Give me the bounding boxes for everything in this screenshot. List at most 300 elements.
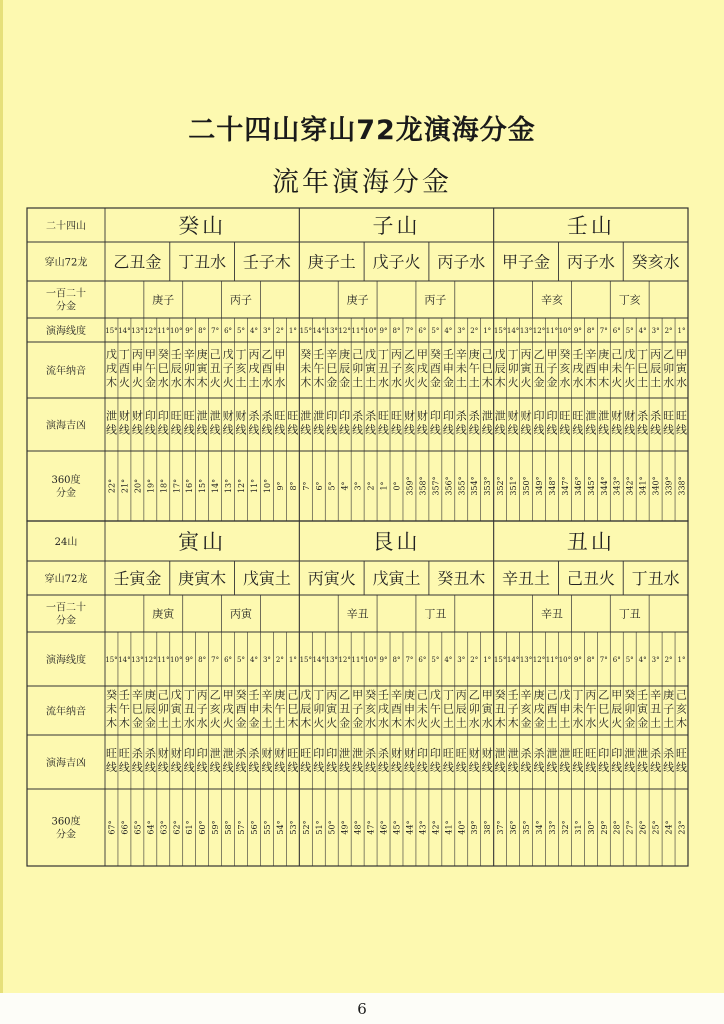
jixiong-cell-char: 旺 bbox=[300, 747, 312, 760]
mountain-name: 癸山 bbox=[178, 214, 227, 238]
nayin-cell-char: 丁 bbox=[183, 688, 195, 702]
jixiong-cell-char: 泄 bbox=[507, 747, 519, 760]
jixiong-cell bbox=[508, 409, 519, 437]
nayin-cell-char: 金 bbox=[637, 716, 649, 730]
jixiong-cell-char: 财 bbox=[403, 409, 415, 423]
degree-cell: 3° bbox=[262, 327, 271, 335]
degree-cell: 11° bbox=[351, 327, 364, 335]
nayin-cell-char: 戊 bbox=[105, 348, 117, 361]
nayin-cell bbox=[274, 348, 285, 389]
nayin-cell bbox=[132, 689, 143, 730]
jixiong-cell-char: 线 bbox=[546, 761, 558, 774]
jixiong-cell-char: 线 bbox=[287, 423, 299, 437]
deg360-cell: 15° bbox=[198, 478, 208, 494]
deg360-cell: 53° bbox=[288, 820, 298, 835]
jixiong-cell-char: 线 bbox=[624, 761, 636, 774]
nayin-cell-char: 戌 bbox=[378, 702, 390, 716]
nayin-cell-char: 金 bbox=[352, 716, 364, 730]
jixiong-cell-char: 泄 bbox=[637, 747, 649, 760]
degree-cell: 10° bbox=[364, 327, 377, 335]
jixiong-cell-char: 旺 bbox=[455, 747, 467, 760]
nayin-cell-char: 木 bbox=[118, 716, 130, 730]
jixiong-cell-char: 线 bbox=[455, 423, 467, 437]
nayin-cell bbox=[676, 689, 687, 730]
jixiong-cell bbox=[676, 747, 687, 774]
degree-cell: 10° bbox=[170, 327, 183, 335]
nayin-cell-char: 甲 bbox=[676, 348, 688, 361]
nayin-cell bbox=[559, 688, 570, 730]
nayin-cell-char: 甲 bbox=[611, 688, 623, 702]
jixiong-cell-char: 线 bbox=[274, 423, 286, 437]
nayin-cell-char: 金 bbox=[339, 376, 351, 389]
deg360-cell: 49° bbox=[340, 820, 350, 835]
nayin-cell-char: 寅 bbox=[326, 702, 338, 716]
nayin-cell-char: 土 bbox=[455, 716, 467, 730]
degree-cell: 9° bbox=[379, 656, 388, 664]
dragon-name: 庚子土 bbox=[307, 252, 356, 272]
nayin-cell bbox=[391, 689, 402, 730]
jixiong-cell bbox=[417, 409, 428, 437]
jixiong-cell-char: 印 bbox=[416, 747, 428, 760]
jixiong-cell-char: 线 bbox=[416, 761, 428, 774]
nayin-cell-char: 己 bbox=[611, 348, 623, 361]
nayin-cell-char: 金 bbox=[235, 716, 247, 730]
row-label: 演海线度 bbox=[46, 326, 86, 337]
nayin-cell-char: 土 bbox=[442, 716, 454, 730]
nayin-cell bbox=[106, 689, 117, 730]
dragon-name: 癸亥水 bbox=[631, 252, 680, 272]
jixiong-cell-char: 财 bbox=[624, 409, 636, 423]
nayin-cell-char: 壬 bbox=[507, 688, 519, 702]
jixiong-cell-char: 财 bbox=[481, 747, 493, 760]
nayin-cell-char: 己 bbox=[481, 348, 493, 361]
deg360-cell: 47° bbox=[366, 820, 376, 835]
deg360-cell: 67° bbox=[107, 820, 117, 835]
jixiong-cell bbox=[534, 747, 545, 774]
nayin-cell-char: 水 bbox=[157, 376, 169, 389]
dragon-name: 辛丑土 bbox=[502, 569, 551, 588]
nayin-cell-char: 卯 bbox=[157, 702, 169, 716]
degree-cell: 4° bbox=[638, 656, 647, 664]
jixiong-cell-char: 线 bbox=[429, 423, 441, 437]
degree-cell: 13° bbox=[131, 327, 144, 335]
nayin-cell-char: 木 bbox=[300, 376, 312, 389]
nayin-cell-char: 亥 bbox=[235, 362, 247, 375]
jixiong-cell-char: 线 bbox=[572, 423, 584, 437]
deg360-cell: 56° bbox=[249, 820, 259, 835]
jixiong-cell-char: 线 bbox=[144, 423, 156, 437]
nayin-cell-char: 癸 bbox=[300, 348, 312, 361]
nayin-cell-char: 未 bbox=[105, 702, 117, 716]
nayin-cell-char: 申 bbox=[403, 702, 415, 716]
jixiong-cell-char: 杀 bbox=[261, 409, 273, 423]
nayin-cell-char: 金 bbox=[520, 716, 532, 730]
nayin-cell-char: 辛 bbox=[326, 348, 338, 361]
jixiong-cell-char: 线 bbox=[313, 423, 325, 437]
jixiong-cell-char: 旺 bbox=[287, 747, 299, 760]
jixiong-cell-char: 旺 bbox=[572, 409, 584, 423]
nayin-cell-char: 甲 bbox=[222, 688, 234, 702]
nayin-cell-char: 壬 bbox=[248, 688, 260, 702]
jixiong-cell bbox=[430, 410, 441, 437]
nayin-cell bbox=[248, 348, 259, 389]
nayin-cell-char: 寅 bbox=[365, 362, 377, 375]
degree-cell: 14° bbox=[506, 656, 520, 664]
degree-cell: 3° bbox=[651, 327, 660, 335]
degree-cell: 1° bbox=[677, 327, 686, 335]
nayin-cell-char: 申 bbox=[559, 702, 571, 716]
degree-cell: 8° bbox=[392, 327, 401, 335]
deg360-cell: 32° bbox=[560, 820, 570, 835]
jixiong-cell-char: 线 bbox=[611, 761, 623, 774]
nayin-cell-char: 乙 bbox=[468, 688, 480, 702]
nayin-cell-char: 金 bbox=[546, 376, 558, 389]
deg360-cell: 11° bbox=[249, 478, 259, 494]
jixiong-cell-char: 线 bbox=[170, 423, 182, 437]
jixiong-cell bbox=[598, 747, 609, 774]
dragon-name: 己丑火 bbox=[566, 569, 615, 588]
nayin-cell bbox=[261, 348, 272, 389]
deg360-cell: 359° bbox=[405, 476, 415, 496]
nayin-cell bbox=[197, 347, 209, 389]
nayin-cell bbox=[184, 689, 195, 730]
nayin-cell-char: 木 bbox=[300, 716, 312, 730]
nayin-cell bbox=[559, 348, 570, 389]
jixiong-cell-char: 旺 bbox=[391, 409, 402, 423]
nayin-cell-char: 辰 bbox=[611, 702, 623, 716]
dragon-name: 丙寅火 bbox=[307, 569, 356, 588]
nayin-cell-char: 丙 bbox=[131, 348, 143, 361]
nayin-cell bbox=[197, 689, 208, 730]
nayin-cell-char: 癸 bbox=[365, 688, 377, 702]
nayin-cell-char: 癸 bbox=[559, 348, 571, 361]
deg360-cell: 16° bbox=[185, 478, 195, 494]
dragon-name: 癸丑木 bbox=[437, 569, 486, 588]
jixiong-cell-char: 旺 bbox=[118, 747, 130, 760]
jixiong-cell-char: 旺 bbox=[274, 409, 286, 423]
jixiong-cell-char: 线 bbox=[222, 761, 234, 774]
deg360-cell: 12° bbox=[237, 478, 247, 494]
jixiong-cell-char: 泄 bbox=[196, 409, 208, 423]
jixiong-cell bbox=[300, 747, 311, 774]
deg360-cell: 7° bbox=[301, 481, 311, 491]
mountain-name: 子山 bbox=[372, 214, 421, 238]
nayin-cell bbox=[572, 348, 583, 389]
nayin-cell-char: 戊 bbox=[559, 688, 571, 702]
jixiong-cell bbox=[650, 410, 661, 437]
jixiong-cell-char: 线 bbox=[442, 761, 454, 774]
nayin-cell-char: 己 bbox=[287, 688, 299, 702]
nayin-cell bbox=[326, 348, 337, 389]
degree-cell: 4° bbox=[250, 327, 258, 335]
nayin-cell-char: 乙 bbox=[598, 688, 610, 702]
nayin-cell-char: 壬 bbox=[572, 348, 584, 361]
jixiong-cell-char: 旺 bbox=[676, 747, 688, 760]
nayin-cell bbox=[404, 688, 415, 730]
jixiong-cell bbox=[171, 410, 182, 437]
jixiong-cell bbox=[197, 747, 208, 774]
jixiong-cell-char: 线 bbox=[313, 761, 325, 774]
jixiong-cell-char: 线 bbox=[533, 423, 545, 437]
deg360-cell: 341° bbox=[638, 476, 648, 496]
jixiong-cell bbox=[469, 410, 480, 437]
jixiong-cell bbox=[287, 410, 298, 437]
degree-cell: 11° bbox=[157, 656, 170, 664]
mountain-name: 丑山 bbox=[566, 530, 615, 554]
nayin-cell bbox=[274, 688, 285, 730]
jixiong-cell bbox=[132, 409, 143, 437]
nayin-cell-char: 火 bbox=[313, 716, 325, 730]
degree-cell: 15° bbox=[105, 327, 118, 335]
deg360-cell: 347° bbox=[560, 476, 570, 496]
jixiong-cell-char: 印 bbox=[611, 747, 623, 760]
deg360-cell: 343° bbox=[612, 476, 622, 496]
nayin-cell-char: 辰 bbox=[144, 702, 156, 716]
degree-cell: 12° bbox=[144, 327, 157, 335]
nayin-cell-char: 癸 bbox=[494, 688, 506, 702]
jixiong-cell bbox=[236, 747, 247, 774]
deg360-cell: 10° bbox=[262, 478, 272, 494]
nayin-cell-char: 巳 bbox=[157, 362, 169, 375]
fenjin-label: 丙寅 bbox=[230, 607, 253, 621]
jixiong-cell-char: 线 bbox=[507, 423, 519, 437]
jixiong-cell-char: 杀 bbox=[468, 409, 480, 423]
nayin-cell-char: 乙 bbox=[663, 348, 675, 361]
nayin-cell-char: 丁 bbox=[507, 348, 519, 361]
nayin-cell-char: 癸 bbox=[235, 688, 247, 702]
row-label: 360度 bbox=[51, 816, 81, 828]
jixiong-cell-char: 线 bbox=[209, 423, 221, 437]
nayin-cell-char: 土 bbox=[546, 716, 558, 730]
deg360-cell: 348° bbox=[547, 476, 557, 496]
nayin-cell-char: 丁 bbox=[442, 688, 454, 702]
jixiong-cell-char: 线 bbox=[676, 761, 688, 774]
degree-cell: 8° bbox=[392, 656, 401, 664]
nayin-cell-char: 午 bbox=[313, 362, 325, 375]
degree-cell: 3° bbox=[651, 656, 660, 664]
section-table-2 bbox=[27, 521, 688, 866]
nayin-cell bbox=[495, 347, 506, 389]
jixiong-cell-char: 财 bbox=[157, 747, 169, 760]
nayin-cell-char: 卯 bbox=[663, 362, 675, 375]
degree-cell: 5° bbox=[237, 327, 246, 335]
deg360-cell: 344° bbox=[599, 476, 609, 496]
degree-cell: 3° bbox=[457, 656, 466, 664]
degree-cell: 6° bbox=[224, 327, 233, 335]
jixiong-cell-char: 线 bbox=[650, 423, 662, 437]
jixiong-cell bbox=[184, 410, 195, 437]
jixiong-cell-char: 线 bbox=[455, 761, 467, 774]
nayin-cell-char: 土 bbox=[559, 716, 571, 730]
degree-cell: 13° bbox=[325, 327, 338, 335]
jixiong-cell bbox=[624, 409, 635, 437]
jixiong-cell bbox=[572, 410, 583, 437]
nayin-cell bbox=[508, 348, 519, 389]
jixiong-cell-char: 线 bbox=[105, 761, 117, 774]
deg360-cell: 66° bbox=[120, 820, 130, 835]
row-label: 二十四山 bbox=[46, 221, 86, 232]
nayin-cell-char: 丙 bbox=[248, 348, 260, 361]
nayin-cell bbox=[611, 689, 622, 730]
jixiong-cell bbox=[456, 410, 467, 437]
deg360-cell: 54° bbox=[275, 820, 285, 835]
nayin-cell-char: 寅 bbox=[170, 702, 182, 716]
nayin-cell-char: 木 bbox=[403, 716, 415, 730]
nayin-cell-char: 酉 bbox=[429, 362, 441, 375]
fenjin-label: 丁亥 bbox=[618, 293, 641, 307]
nayin-cell-char: 火 bbox=[624, 376, 636, 389]
nayin-cell-char: 酉 bbox=[235, 702, 247, 716]
jixiong-cell bbox=[559, 746, 570, 774]
nayin-cell bbox=[158, 348, 169, 389]
deg360-cell: 3° bbox=[353, 481, 363, 491]
jixiong-cell bbox=[171, 746, 182, 774]
nayin-cell-char: 戊 bbox=[494, 348, 506, 361]
row-label: 穿山72龙 bbox=[44, 574, 88, 585]
degree-cell: 2° bbox=[470, 656, 479, 664]
nayin-cell-char: 酉 bbox=[585, 362, 597, 375]
degree-cell: 10° bbox=[364, 656, 377, 664]
jixiong-cell bbox=[624, 746, 635, 774]
nayin-cell bbox=[313, 348, 324, 389]
deg360-cell: 44° bbox=[405, 820, 415, 835]
jixiong-cell bbox=[158, 410, 169, 437]
nayin-cell-char: 水 bbox=[572, 716, 584, 730]
jixiong-cell bbox=[404, 746, 415, 774]
deg360-cell: 30° bbox=[586, 820, 596, 835]
jixiong-cell bbox=[495, 409, 506, 437]
jixiong-cell-char: 线 bbox=[585, 423, 597, 437]
row-label: 分金 bbox=[56, 488, 76, 499]
jixiong-cell-char: 旺 bbox=[105, 747, 117, 760]
deg360-cell: 0° bbox=[392, 481, 402, 491]
nayin-cell bbox=[132, 348, 143, 389]
nayin-cell bbox=[572, 689, 583, 730]
nayin-cell-char: 戊 bbox=[222, 348, 234, 361]
deg360-cell: 353° bbox=[483, 476, 493, 496]
nayin-cell bbox=[534, 688, 545, 730]
jixiong-cell-char: 线 bbox=[300, 761, 312, 774]
nayin-cell-char: 巳 bbox=[481, 362, 493, 375]
jixiong-cell-char: 杀 bbox=[455, 409, 467, 423]
nayin-cell-char: 辛 bbox=[391, 688, 402, 702]
jixiong-cell bbox=[585, 409, 596, 437]
jixiong-cell-char: 线 bbox=[157, 761, 169, 774]
deg360-cell: 6° bbox=[314, 481, 324, 491]
deg360-cell: 351° bbox=[509, 476, 519, 496]
fenjin-label: 辛丑 bbox=[346, 607, 369, 621]
deg360-cell: 5° bbox=[327, 481, 337, 491]
nayin-cell-char: 子 bbox=[507, 702, 519, 716]
degree-cell: 15° bbox=[299, 656, 313, 664]
jixiong-cell-char: 线 bbox=[391, 761, 402, 774]
jixiong-cell-char: 旺 bbox=[559, 409, 571, 423]
nayin-cell-char: 丙 bbox=[326, 688, 338, 702]
nayin-cell bbox=[585, 689, 596, 730]
nayin-cell bbox=[430, 348, 441, 389]
nayin-cell-char: 亥 bbox=[403, 362, 415, 375]
deg360-cell: 45° bbox=[392, 820, 402, 835]
degree-cell: 12° bbox=[144, 656, 157, 664]
nayin-cell-char: 午 bbox=[144, 362, 156, 375]
nayin-cell-char: 火 bbox=[598, 716, 610, 730]
jixiong-cell-char: 财 bbox=[403, 747, 415, 760]
deg360-cell: 35° bbox=[522, 820, 532, 835]
nayin-cell bbox=[521, 348, 533, 389]
jixiong-cell-char: 线 bbox=[637, 423, 649, 437]
degree-cell: 2° bbox=[275, 656, 284, 664]
fenjin-label: 辛丑 bbox=[540, 607, 563, 621]
nayin-cell-char: 水 bbox=[378, 716, 390, 730]
nayin-cell bbox=[521, 689, 532, 730]
jixiong-cell-char: 杀 bbox=[248, 409, 260, 423]
jixiong-cell-char: 线 bbox=[196, 423, 208, 437]
fenjin-label: 辛亥 bbox=[540, 293, 563, 307]
row-label: 演海线度 bbox=[46, 655, 86, 666]
degree-cell: 6° bbox=[418, 656, 427, 664]
nayin-cell-char: 甲 bbox=[416, 348, 428, 361]
nayin-cell-char: 金 bbox=[144, 376, 156, 389]
degree-cell: 15° bbox=[493, 656, 507, 664]
nayin-cell-char: 己 bbox=[209, 348, 221, 361]
nayin-cell bbox=[326, 689, 338, 730]
nayin-cell-char: 丑 bbox=[378, 362, 390, 375]
nayin-cell-char: 子 bbox=[352, 702, 364, 716]
jixiong-cell-char: 印 bbox=[326, 409, 338, 423]
jixiong-cell-char: 线 bbox=[365, 761, 377, 774]
nayin-cell-char: 癸 bbox=[105, 688, 117, 702]
jixiong-cell bbox=[106, 409, 117, 437]
degree-cell: 6° bbox=[418, 327, 427, 335]
nayin-cell bbox=[171, 688, 183, 730]
deg360-cell: 31° bbox=[573, 820, 583, 835]
degree-cell: 1° bbox=[677, 656, 686, 664]
jixiong-cell-char: 线 bbox=[403, 761, 415, 774]
nayin-cell-char: 水 bbox=[183, 716, 195, 730]
nayin-cell bbox=[352, 689, 363, 730]
jixiong-cell bbox=[223, 746, 234, 774]
deg360-cell: 24° bbox=[664, 820, 674, 835]
deg360-cell: 38° bbox=[483, 820, 493, 835]
jixiong-cell-char: 印 bbox=[326, 747, 338, 760]
nayin-cell-char: 酉 bbox=[118, 362, 130, 375]
nayin-cell-char: 卯 bbox=[507, 362, 519, 375]
nayin-cell-char: 乙 bbox=[403, 348, 415, 361]
nayin-cell-char: 丁 bbox=[572, 688, 584, 702]
nayin-cell-char: 庚 bbox=[339, 348, 351, 361]
jixiong-cell bbox=[391, 746, 402, 774]
nayin-cell-char: 未 bbox=[416, 702, 428, 716]
fenjin-label: 丙子 bbox=[230, 293, 253, 307]
nayin-cell-char: 未 bbox=[455, 362, 467, 375]
jixiong-cell bbox=[339, 746, 350, 774]
degree-cell: 14° bbox=[118, 656, 131, 664]
nayin-cell bbox=[546, 348, 557, 389]
dragon-name: 戊寅土 bbox=[372, 569, 421, 588]
jixiong-cell-char: 线 bbox=[365, 423, 377, 437]
mountain-name: 艮山 bbox=[372, 530, 421, 554]
jixiong-cell bbox=[430, 747, 441, 774]
jixiong-cell-char: 财 bbox=[611, 409, 623, 423]
nayin-cell-char: 申 bbox=[274, 362, 286, 375]
nayin-cell-char: 己 bbox=[157, 688, 169, 702]
nayin-cell-char: 丑 bbox=[183, 702, 195, 716]
jixiong-cell-char: 财 bbox=[520, 409, 532, 423]
nayin-cell bbox=[482, 348, 493, 389]
jixiong-cell-char: 杀 bbox=[144, 747, 156, 760]
nayin-cell-char: 乙 bbox=[339, 688, 351, 702]
nayin-cell-char: 乙 bbox=[261, 348, 273, 361]
